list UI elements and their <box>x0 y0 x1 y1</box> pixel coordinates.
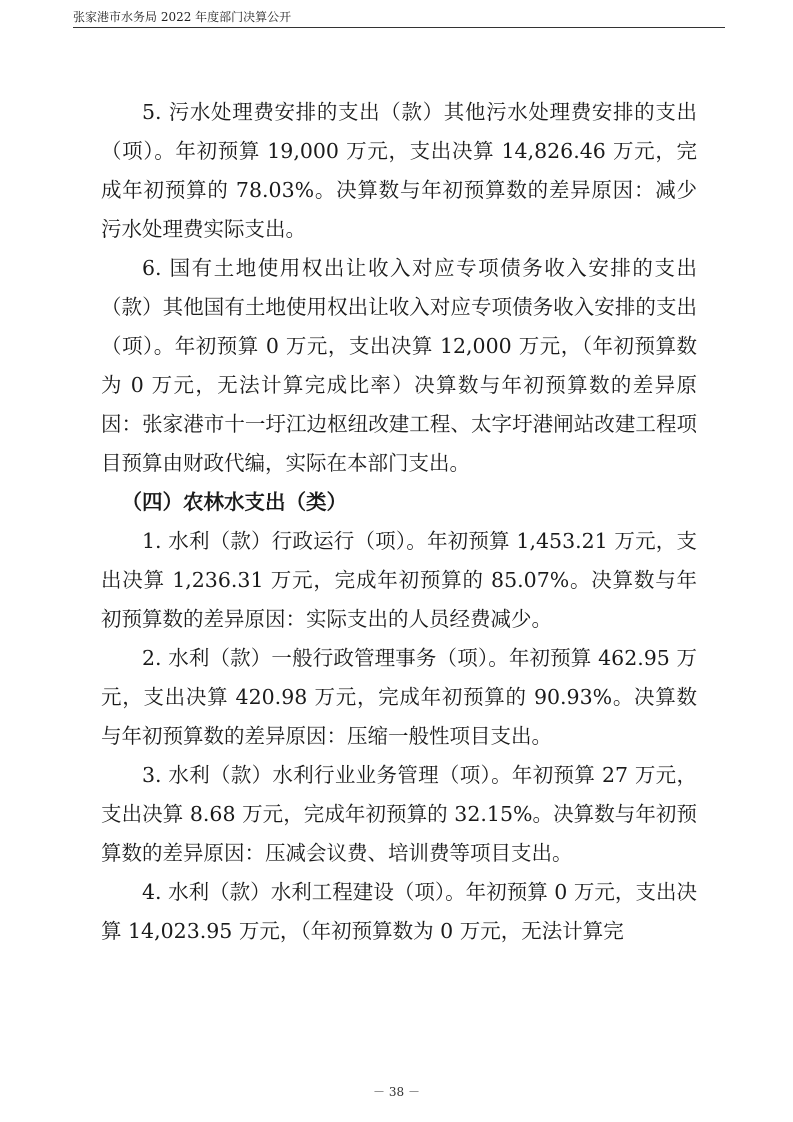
header-rule <box>73 27 725 28</box>
paragraph-3-industry-management: 3. 水利（款）水利行业业务管理（项）。年初预算 27 万元，支出决算 8.68 万元，完成年初预算的 32.15%。决算数与年初预算数的差异原因：压减会议费、培训费等项目支出。 <box>101 763 697 865</box>
page-header: 张家港市水务局 2022 年度部门决算公开 <box>73 10 292 24</box>
paragraph-1-admin-operation: 1. 水利（款）行政运行（项）。年初预算 1,453.21 万元，支出决算 1,236.31 万元，完成年初预算的 85.07%。决算数与年初预算数的差异原因：实际支出的人员经费减少。 <box>101 529 697 631</box>
section-heading-agriculture: （四）农林水支出（类） <box>121 490 347 514</box>
paragraph-6-land-bond: 6. 国有土地使用权出让收入对应专项债务收入安排的支出（款）其他国有土地使用权出让收入对应专项债务收入安排的支出（项）。年初预算 0 万元，支出决算 12,000 万元，（年初预算数为 0 万元，无法计算完成比率）决算数与年初预算数的差异原因：张家港市十一圩江边枢纽改建工程、太字圩港闸站改建工程项目预算由财政代编，实际在本部门支出。 <box>101 256 697 475</box>
paragraph-2-general-admin: 2. 水利（款）一般行政管理事务（项）。年初预算 462.95 万元，支出决算 420.98 万元，完成年初预算的 90.93%。决算数与年初预算数的差异原因：压缩一般性项目支出。 <box>101 646 697 748</box>
document-body <box>101 93 697 951</box>
paragraph-4-engineering-construction: 4. 水利（款）水利工程建设（项）。年初预算 0 万元，支出决算 14,023.95 万元，（年初预算数为 0 万元，无法计算完 <box>101 880 697 943</box>
paragraph-5-sewage-fee: 5. 污水处理费安排的支出（款）其他污水处理费安排的支出（项）。年初预算 19,000 万元，支出决算 14,826.46 万元，完成年初预算的 78.03%。决算数与年初预算数的差异原因：减少污水处理费实际支出。 <box>101 100 697 241</box>
page-number: － 38 － <box>373 1085 420 1099</box>
